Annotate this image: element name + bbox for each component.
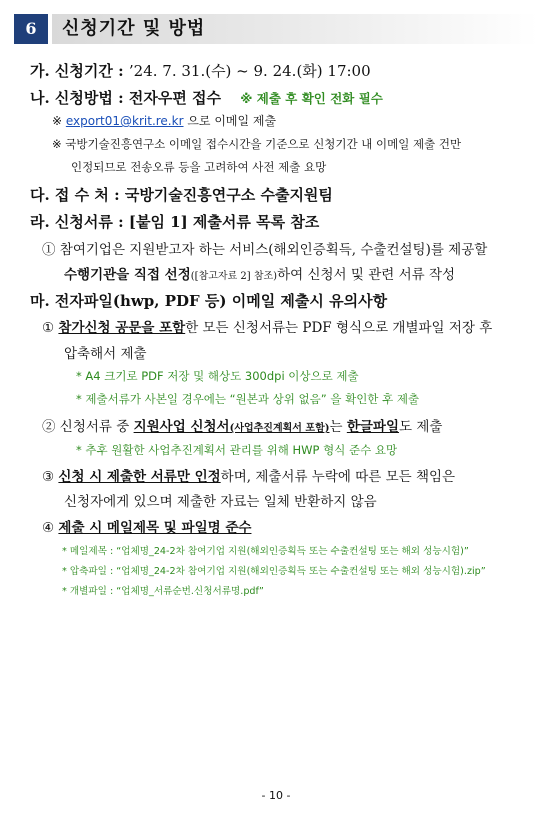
item-na-note: ※ 제출 후 확인 전화 필수 xyxy=(240,91,383,106)
item-ma-1-note1: * A4 크기로 PDF 저장 및 해상도 300dpi 이상으로 제출 xyxy=(76,369,359,383)
item-ma-1-line1 xyxy=(42,316,492,336)
item-ma-2 xyxy=(42,415,442,435)
item-ma-2-bold2: 한글파일 xyxy=(346,419,399,435)
item-ma-4-note3: * 개별파일 : “업체명_서류순번.신청서류명.pdf” xyxy=(62,586,264,597)
item-na xyxy=(30,87,383,108)
item-na-label: 나. 신청방법 : 전자우편 접수 xyxy=(30,89,222,107)
item-ma-1-note2: * 제출서류가 사본일 경우에는 “원본과 상위 없음” 을 확인한 후 제출 xyxy=(76,392,420,406)
item-ma-4-bold: 제출 시 메일제목 및 파일명 준수 xyxy=(58,520,252,536)
item-ma-3-line2: 신청자에게 있으며 제출한 자료는 일체 반환하지 않음 xyxy=(64,494,377,510)
item-ma-2-mid: 는 xyxy=(329,419,347,435)
email-link[interactable]: export01@krit.re.kr xyxy=(65,114,184,128)
section-number: 6 xyxy=(14,14,48,44)
item-ma-3-num: ③ xyxy=(42,469,59,485)
item-ma-2-small: (사업추진계획서 포함) xyxy=(229,423,330,434)
email-note-rest: 으로 이메일 제출 xyxy=(183,114,277,128)
item-ma-3-line1 xyxy=(42,465,455,485)
item-na-email-note xyxy=(52,112,276,129)
item-ma-1-rest: 한 모든 신청서류는 PDF 형식으로 개별파일 저장 후 xyxy=(185,320,493,336)
item-ma-4-num: ④ xyxy=(42,520,59,536)
item-ma: 마. 전자파일(hwp, PDF 등) 이메일 제출시 유의사항 xyxy=(30,292,388,310)
item-ma-1-num: ① xyxy=(42,320,59,336)
item-ra-1-line2 xyxy=(64,263,455,283)
item-ma-1-line2: 압축해서 제출 xyxy=(64,346,147,362)
note-mark: ※ xyxy=(52,114,66,128)
item-ma-2-rest: 도 제출 xyxy=(399,419,443,435)
item-ra-1-ref: ([참고자료 2] 참조) xyxy=(190,271,278,282)
section-title: 신청기간 및 방법 xyxy=(62,18,206,39)
item-ma-3-bold: 신청 시 제출한 서류만 인정 xyxy=(58,469,221,485)
item-da: 다. 접 수 처 : 국방기술진흥연구소 수출지원팀 xyxy=(30,186,333,204)
item-ma-4-note2: * 압축파일 : “업체명_24-2차 참여기업 지원(해외인증획득 또는 수출컨설팅 또는 해외 성능시험).zip” xyxy=(62,566,486,577)
item-ga xyxy=(30,60,371,81)
item-ma-2-bold1: 지원사업 신청서 xyxy=(133,419,230,435)
item-na-time-note-line2: 인정되므로 전송오류 등을 고려하여 사전 제출 요망 xyxy=(71,160,327,174)
item-ra-1-line1: ① 참여기업은 지원받고자 하는 서비스(해외인증획득, 수출컨설팅)를 제공할 xyxy=(42,242,488,258)
item-ma-1-bold: 참가신청 공문을 포함 xyxy=(58,320,186,336)
item-ra-1-rest: 하여 신청서 및 관련 서류 작성 xyxy=(277,267,456,283)
item-ra-1-bold: 수행기관을 직접 선정 xyxy=(64,267,191,283)
item-ma-2-pre: ② 신청서류 중 xyxy=(42,419,134,435)
item-ma-4 xyxy=(42,516,251,536)
item-ma-2-note: * 추후 원활한 사업추진계획서 관리를 위해 HWP 형식 준수 요망 xyxy=(76,443,398,457)
item-na-time-note-line1: ※ 국방기술진흥연구소 이메일 접수시간을 기준으로 신청기간 내 이메일 제출 건만 xyxy=(52,137,462,151)
item-ra: 라. 신청서류 : [붙임 1] 제출서류 목록 참조 xyxy=(30,213,320,231)
item-ma-3-rest: 하며, 제출서류 누락에 따른 모든 책임은 xyxy=(220,469,456,485)
item-ga-value: ’24. 7. 31.(수) ~ 9. 24.(화) 17:00 xyxy=(128,62,371,80)
item-ga-label: 가. 신청기간 : xyxy=(30,62,129,80)
page-number: - 10 - xyxy=(261,789,291,802)
item-ma-4-note1: * 메일제목 : “업체명_24-2차 참여기업 지원(해외인증획득 또는 수출컨설팅 또는 해외 성능시험)” xyxy=(62,546,469,557)
section-header xyxy=(14,14,538,44)
